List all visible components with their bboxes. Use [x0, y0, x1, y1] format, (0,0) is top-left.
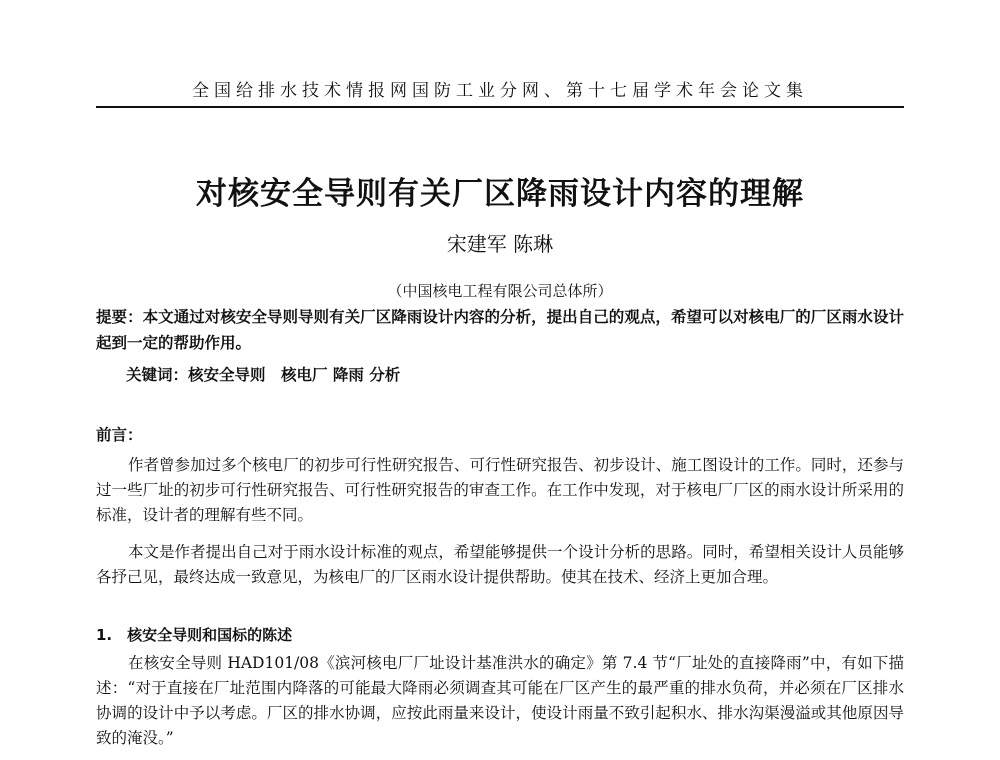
running-head: 全国给排水技术情报网国防工业分网、第十七届学术年会论文集: [192, 81, 808, 101]
section-1-paragraph: 在核安全导则 HAD101/08《滨河核电厂厂址设计基准洪水的确定》第 7.4 节“厂址处的直接降雨”中，有如下描述：“对于直接在厂址范围内降落的可能最大降雨必须调查其可能在厂区产生的最严重的排水负荷，并必须在厂区排水协调的设计中予以考虑。厂区的排水协调，应按此雨量来设计，使设计雨量不致引起积水、排水沟渠漫溢或其他原因导致的淹没。”: [96, 654, 904, 747]
header-rule: [96, 106, 904, 108]
keywords-text: 核安全导则 核电厂 降雨 分析: [188, 365, 401, 384]
abstract: [96, 304, 904, 356]
authors: 宋建军 陈琳: [446, 232, 554, 256]
affiliation: （中国核电工程有限公司总体所）: [387, 282, 613, 300]
section-1-heading: 1. 核安全导则和国标的陈述: [96, 626, 293, 644]
abstract-text: 本文通过对核安全导则导则有关厂区降雨设计内容的分析，提出自己的观点，希望可以对核电厂的厂区雨水设计起到一定的帮助作用。: [96, 307, 904, 352]
preface-paragraph-1: 作者曾参加过多个核电厂的初步可行性研究报告、可行性研究报告、初步设计、施工图设计的工作。同时，还参与过一些厂址的初步可行性研究报告、可行性研究报告的审查工作。在工作中发现，对于核电厂厂区的雨水设计所采用的标准，设计者的理解有些不同。: [96, 456, 904, 524]
preface-paragraph-2: 本文是作者提出自己对于雨水设计标准的观点，希望能够提供一个设计分析的思路。同时，希望相关设计人员能够各抒己见，最终达成一致意见，为核电厂的厂区雨水设计提供帮助。使其在技术、经济上更加合理。: [96, 543, 904, 586]
paper-title: 对核安全导则有关厂区降雨设计内容的理解: [196, 176, 804, 212]
keywords-label: 关键词：: [126, 365, 189, 384]
keywords: [96, 362, 904, 387]
preface-heading: 前言：: [96, 425, 143, 444]
abstract-label: 提要：: [96, 307, 143, 326]
